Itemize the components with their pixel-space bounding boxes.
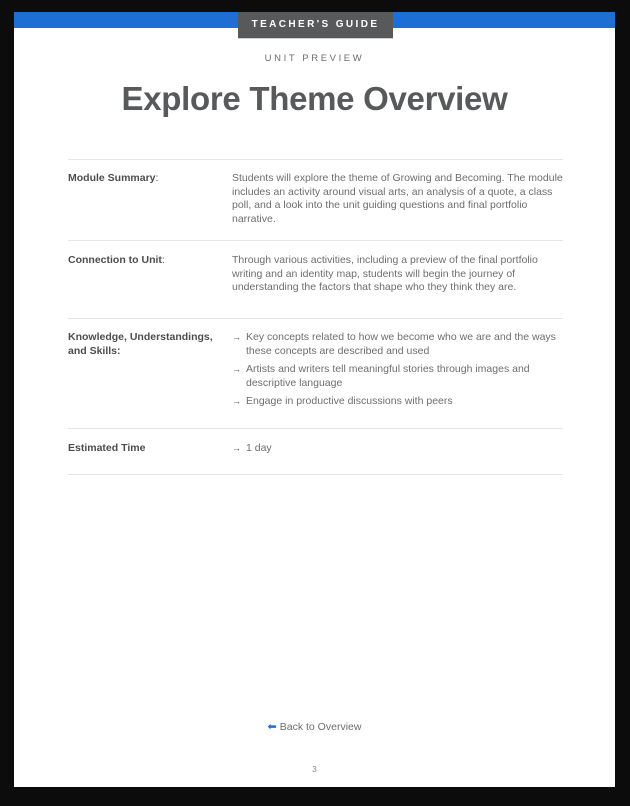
page-title: Explore Theme Overview [121,80,508,117]
time-list [232,442,563,456]
row-label: Knowledge, Understandings, and Skills: [68,331,213,357]
arrow-right-icon: → [232,332,241,342]
list-item: → Artists and writers tell meaningful stories through images and descriptive language [232,363,530,389]
list-item: → Key concepts related to how we become who we are and the ways these concepts are described and used [232,331,556,357]
overview-table [68,159,563,475]
row-value [232,442,563,474]
arrow-left-icon: ⬅ [267,721,277,733]
row-module-summary [68,160,563,241]
row-value: Through various activities, including a preview of the final portfolio writing and an identity map, students will begin the journey of understanding the factors that shape who they think they are. [232,254,538,293]
list-item: → 1 day [232,442,272,454]
arrow-right-icon: → [232,364,241,374]
teachers-guide-tab: TEACHER'S GUIDE [238,12,393,38]
row-knowledge-skills [68,319,563,429]
row-estimated-time [68,429,563,475]
row-label: Connection to Unit: [68,254,165,266]
page-number: 3 [312,765,317,774]
arrow-right-icon: → [232,443,241,453]
row-label: Estimated Time [68,442,146,454]
arrow-right-icon: → [232,396,241,406]
row-value: Students will explore the theme of Growing and Becoming. The module includes an activity around visual arts, an analysis of a quote, a class poll, and a look into the unit guiding questions and final portfolio narrative. [232,172,563,225]
row-label: Module Summary: [68,172,159,184]
document-page [14,12,615,787]
row-connection-to-unit [68,241,563,319]
list-item: → Engage in productive discussions with peers [232,395,453,407]
row-value [232,331,563,428]
back-to-overview-link[interactable]: ⬅ Back to Overview [267,721,362,733]
unit-preview-eyebrow: UNIT PREVIEW [264,53,365,64]
skills-list [232,331,563,409]
